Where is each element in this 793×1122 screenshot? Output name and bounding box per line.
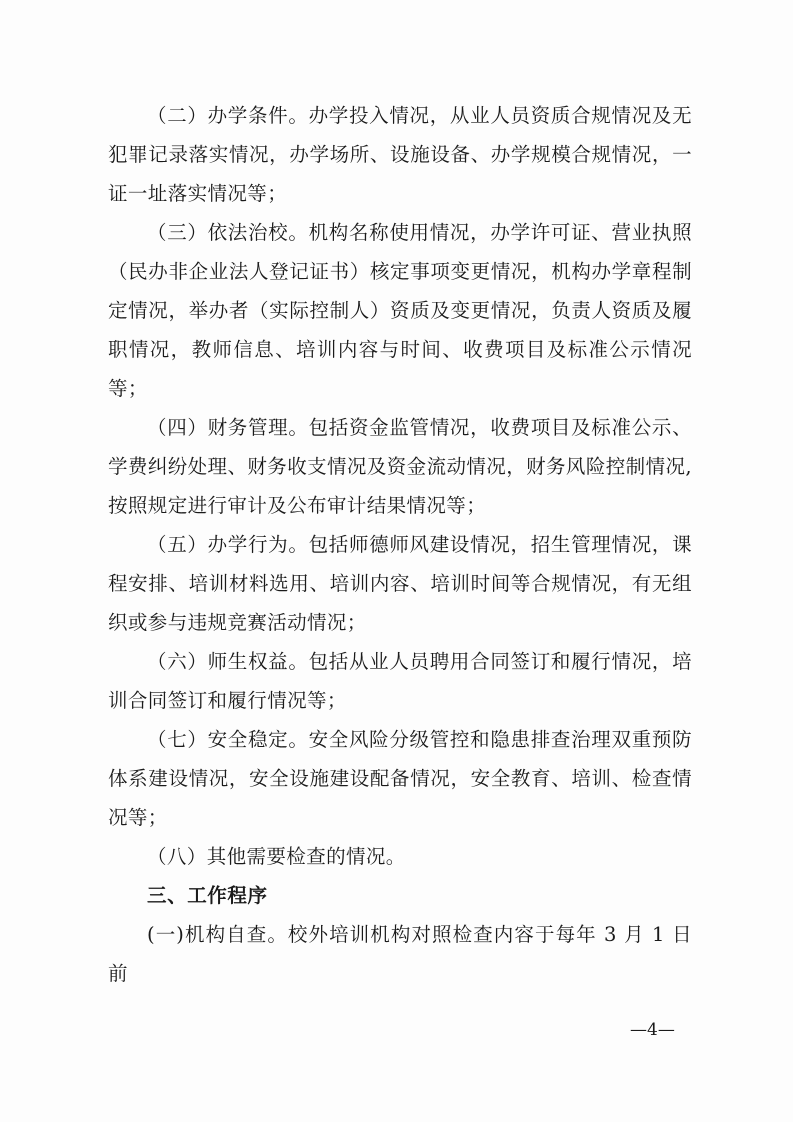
section-heading: 三、工作程序 xyxy=(147,884,268,907)
paragraph-other-checks: （八）其他需要检查的情况。 xyxy=(147,845,406,868)
page-number: —4— xyxy=(630,1020,675,1040)
paragraph-law-based-governance: （三）依法治校。机构名称使用情况，办学许可证、营业执照（民办非企业法人登记证书）核定事项变更情况，机构办学章程制定情况，举办者（实际控制人）资质及变更情况，负责人资质及履职情况，教师信息、培训内容与时间、收费项目及标准公示情况等； xyxy=(108,221,692,400)
paragraph-safety-stability: （七）安全稳定。安全风险分级管控和隐患排查治理双重预防体系建设情况，安全设施建设配备情况，安全教育、培训、检查情况等； xyxy=(108,728,692,829)
paragraph-school-conduct: （五）办学行为。包括师德师风建设情况，招生管理情况，课程安排、培训材料选用、培训内容、培训时间等合规情况，有无组织或参与违规竞赛活动情况； xyxy=(108,533,692,634)
paragraph-teacher-student-rights: （六）师生权益。包括从业人员聘用合同签订和履行情况，培训合同签订和履行情况等； xyxy=(108,650,692,712)
document-body xyxy=(108,96,692,993)
paragraph-financial-management: （四）财务管理。包括资金监管情况，收费项目及标准公示、学费纠纷处理、财务收支情况及资金流动情况，财务风险控制情况,按照规定进行审计及公布审计结果情况等； xyxy=(108,416,692,517)
paragraph-self-inspection: (一)机构自查。校外培训机构对照检查内容于每年 3 月 1 日前 xyxy=(108,923,692,985)
paragraph-school-conditions: （二）办学条件。办学投入情况，从业人员资质合规情况及无犯罪记录落实情况，办学场所、设施设备、办学规模合规情况，一证一址落实情况等； xyxy=(108,104,692,205)
